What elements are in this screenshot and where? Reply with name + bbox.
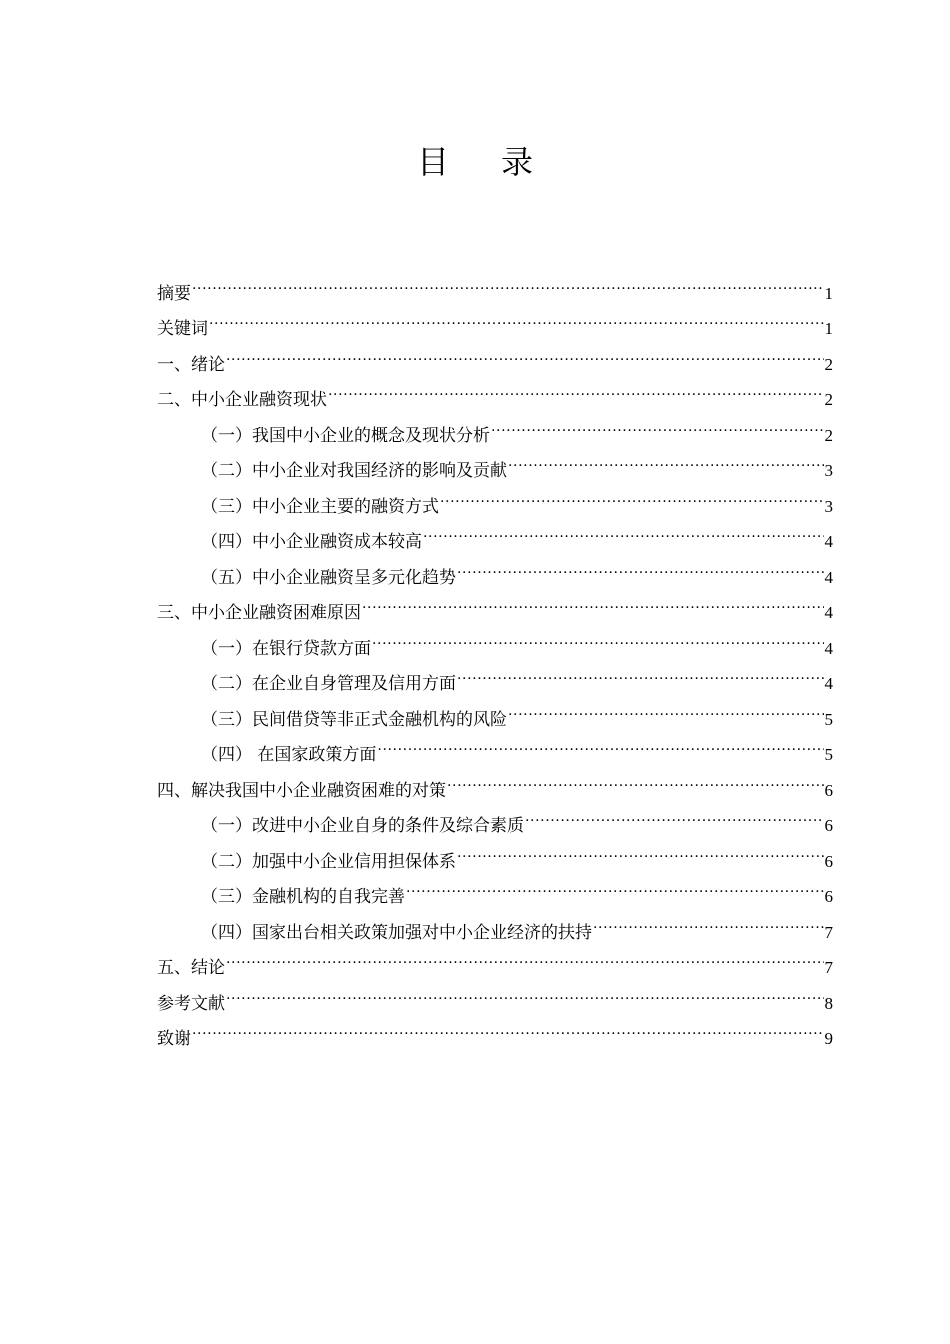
page-title	[0, 140, 950, 184]
toc-entry-title: （五）中小企业融资呈多元化趋势	[201, 567, 456, 588]
toc-page-number: 4	[824, 567, 833, 587]
page-title-char-1: 目	[416, 143, 449, 181]
toc-page-number: 9	[824, 1029, 833, 1048]
toc-entry-title: （二）在企业自身管理及信用方面	[201, 674, 456, 694]
toc-entry[interactable]	[157, 263, 833, 304]
toc-leader-dots	[508, 441, 824, 477]
toc-entry-title: （三）中小企业主要的融资方式	[201, 496, 439, 517]
table-of-contents	[157, 263, 833, 1049]
toc-entry[interactable]	[157, 938, 833, 978]
toc-leader-dots	[457, 547, 824, 583]
toc-entry-title: （一）我国中小企业的概念及现状分析	[201, 425, 490, 446]
toc-entry-title: 摘要	[157, 283, 191, 304]
toc-leader-dots	[593, 902, 824, 938]
toc-leader-dots	[440, 476, 824, 512]
toc-page-number: 1	[824, 319, 833, 338]
toc-entry[interactable]	[157, 370, 833, 410]
toc-entry-title: （二）中小企业对我国经济的影响及贡献	[201, 461, 507, 481]
toc-page-number: 6	[824, 887, 833, 906]
toc-leader-dots	[226, 334, 824, 370]
toc-entry-title: （四）国家出台相关政策加强对中小企业经济的扶持	[201, 922, 592, 943]
toc-page-number: 5	[824, 709, 833, 729]
toc-entry-title: （四） 在国家政策方面	[201, 745, 377, 765]
toc-entry-title: 五、结论	[157, 958, 225, 978]
toc-page-number: 4	[824, 532, 833, 551]
toc-leader-dots	[226, 973, 824, 1009]
toc-page-number: 6	[824, 816, 833, 835]
toc-page-number: 7	[824, 922, 833, 942]
page-title-char-2: 录	[501, 143, 534, 181]
toc-page-number: 2	[824, 425, 833, 445]
toc-leader-dots	[508, 689, 824, 725]
toc-page-number: 4	[824, 603, 833, 622]
toc-entry-title: （三）金融机构的自我完善	[201, 887, 405, 907]
toc-page-number: 7	[824, 958, 833, 977]
toc-page-number: 1	[824, 283, 833, 303]
toc-entry-title: 关键词	[157, 319, 208, 339]
toc-entry-title: 四、解决我国中小企业融资困难的对策	[157, 780, 446, 801]
toc-entry-title: （四）中小企业融资成本较高	[201, 532, 422, 552]
toc-page-number: 8	[824, 993, 833, 1013]
toc-page-number: 3	[824, 496, 833, 516]
toc-page-number: 6	[824, 780, 833, 800]
toc-entry[interactable]	[157, 973, 833, 1014]
toc-leader-dots	[192, 1009, 824, 1045]
toc-entry-title: 一、绪论	[157, 354, 225, 375]
toc-entry-title: 参考文献	[157, 993, 225, 1014]
toc-leader-dots	[457, 831, 824, 867]
toc-leader-dots	[192, 263, 824, 299]
toc-leader-dots	[362, 583, 824, 619]
toc-entry-title: （二）加强中小企业信用担保体系	[201, 851, 456, 872]
toc-leader-dots	[372, 618, 824, 654]
toc-leader-dots	[423, 512, 824, 548]
toc-page-number: 6	[824, 851, 833, 871]
toc-entry-title: 三、中小企业融资困难原因	[157, 603, 361, 623]
toc-entry-title: 致谢	[157, 1029, 191, 1049]
toc-leader-dots	[525, 796, 824, 832]
toc-leader-dots	[491, 405, 824, 441]
toc-leader-dots	[457, 654, 824, 690]
toc-entry-title: 二、中小企业融资现状	[157, 390, 327, 410]
toc-leader-dots	[406, 867, 824, 903]
toc-page-number: 3	[824, 461, 833, 480]
toc-leader-dots	[377, 725, 823, 761]
toc-page-number: 2	[824, 390, 833, 409]
toc-entry-title: （一）改进中小企业自身的条件及综合素质	[201, 816, 524, 836]
toc-entry[interactable]	[157, 1009, 833, 1049]
toc-entry-title: （一）在银行贷款方面	[201, 638, 371, 659]
toc-leader-dots	[209, 299, 824, 335]
toc-leader-dots	[226, 938, 824, 974]
toc-page-number: 4	[824, 638, 833, 658]
toc-page-number: 4	[824, 674, 833, 693]
toc-page-number: 2	[824, 354, 833, 374]
toc-page-number: 5	[824, 745, 833, 764]
toc-leader-dots	[328, 370, 824, 406]
toc-entry[interactable]	[157, 299, 833, 339]
toc-leader-dots	[447, 760, 824, 796]
toc-entry-title: （三）民间借贷等非正式金融机构的风险	[201, 709, 507, 730]
toc-entry[interactable]	[157, 334, 833, 375]
